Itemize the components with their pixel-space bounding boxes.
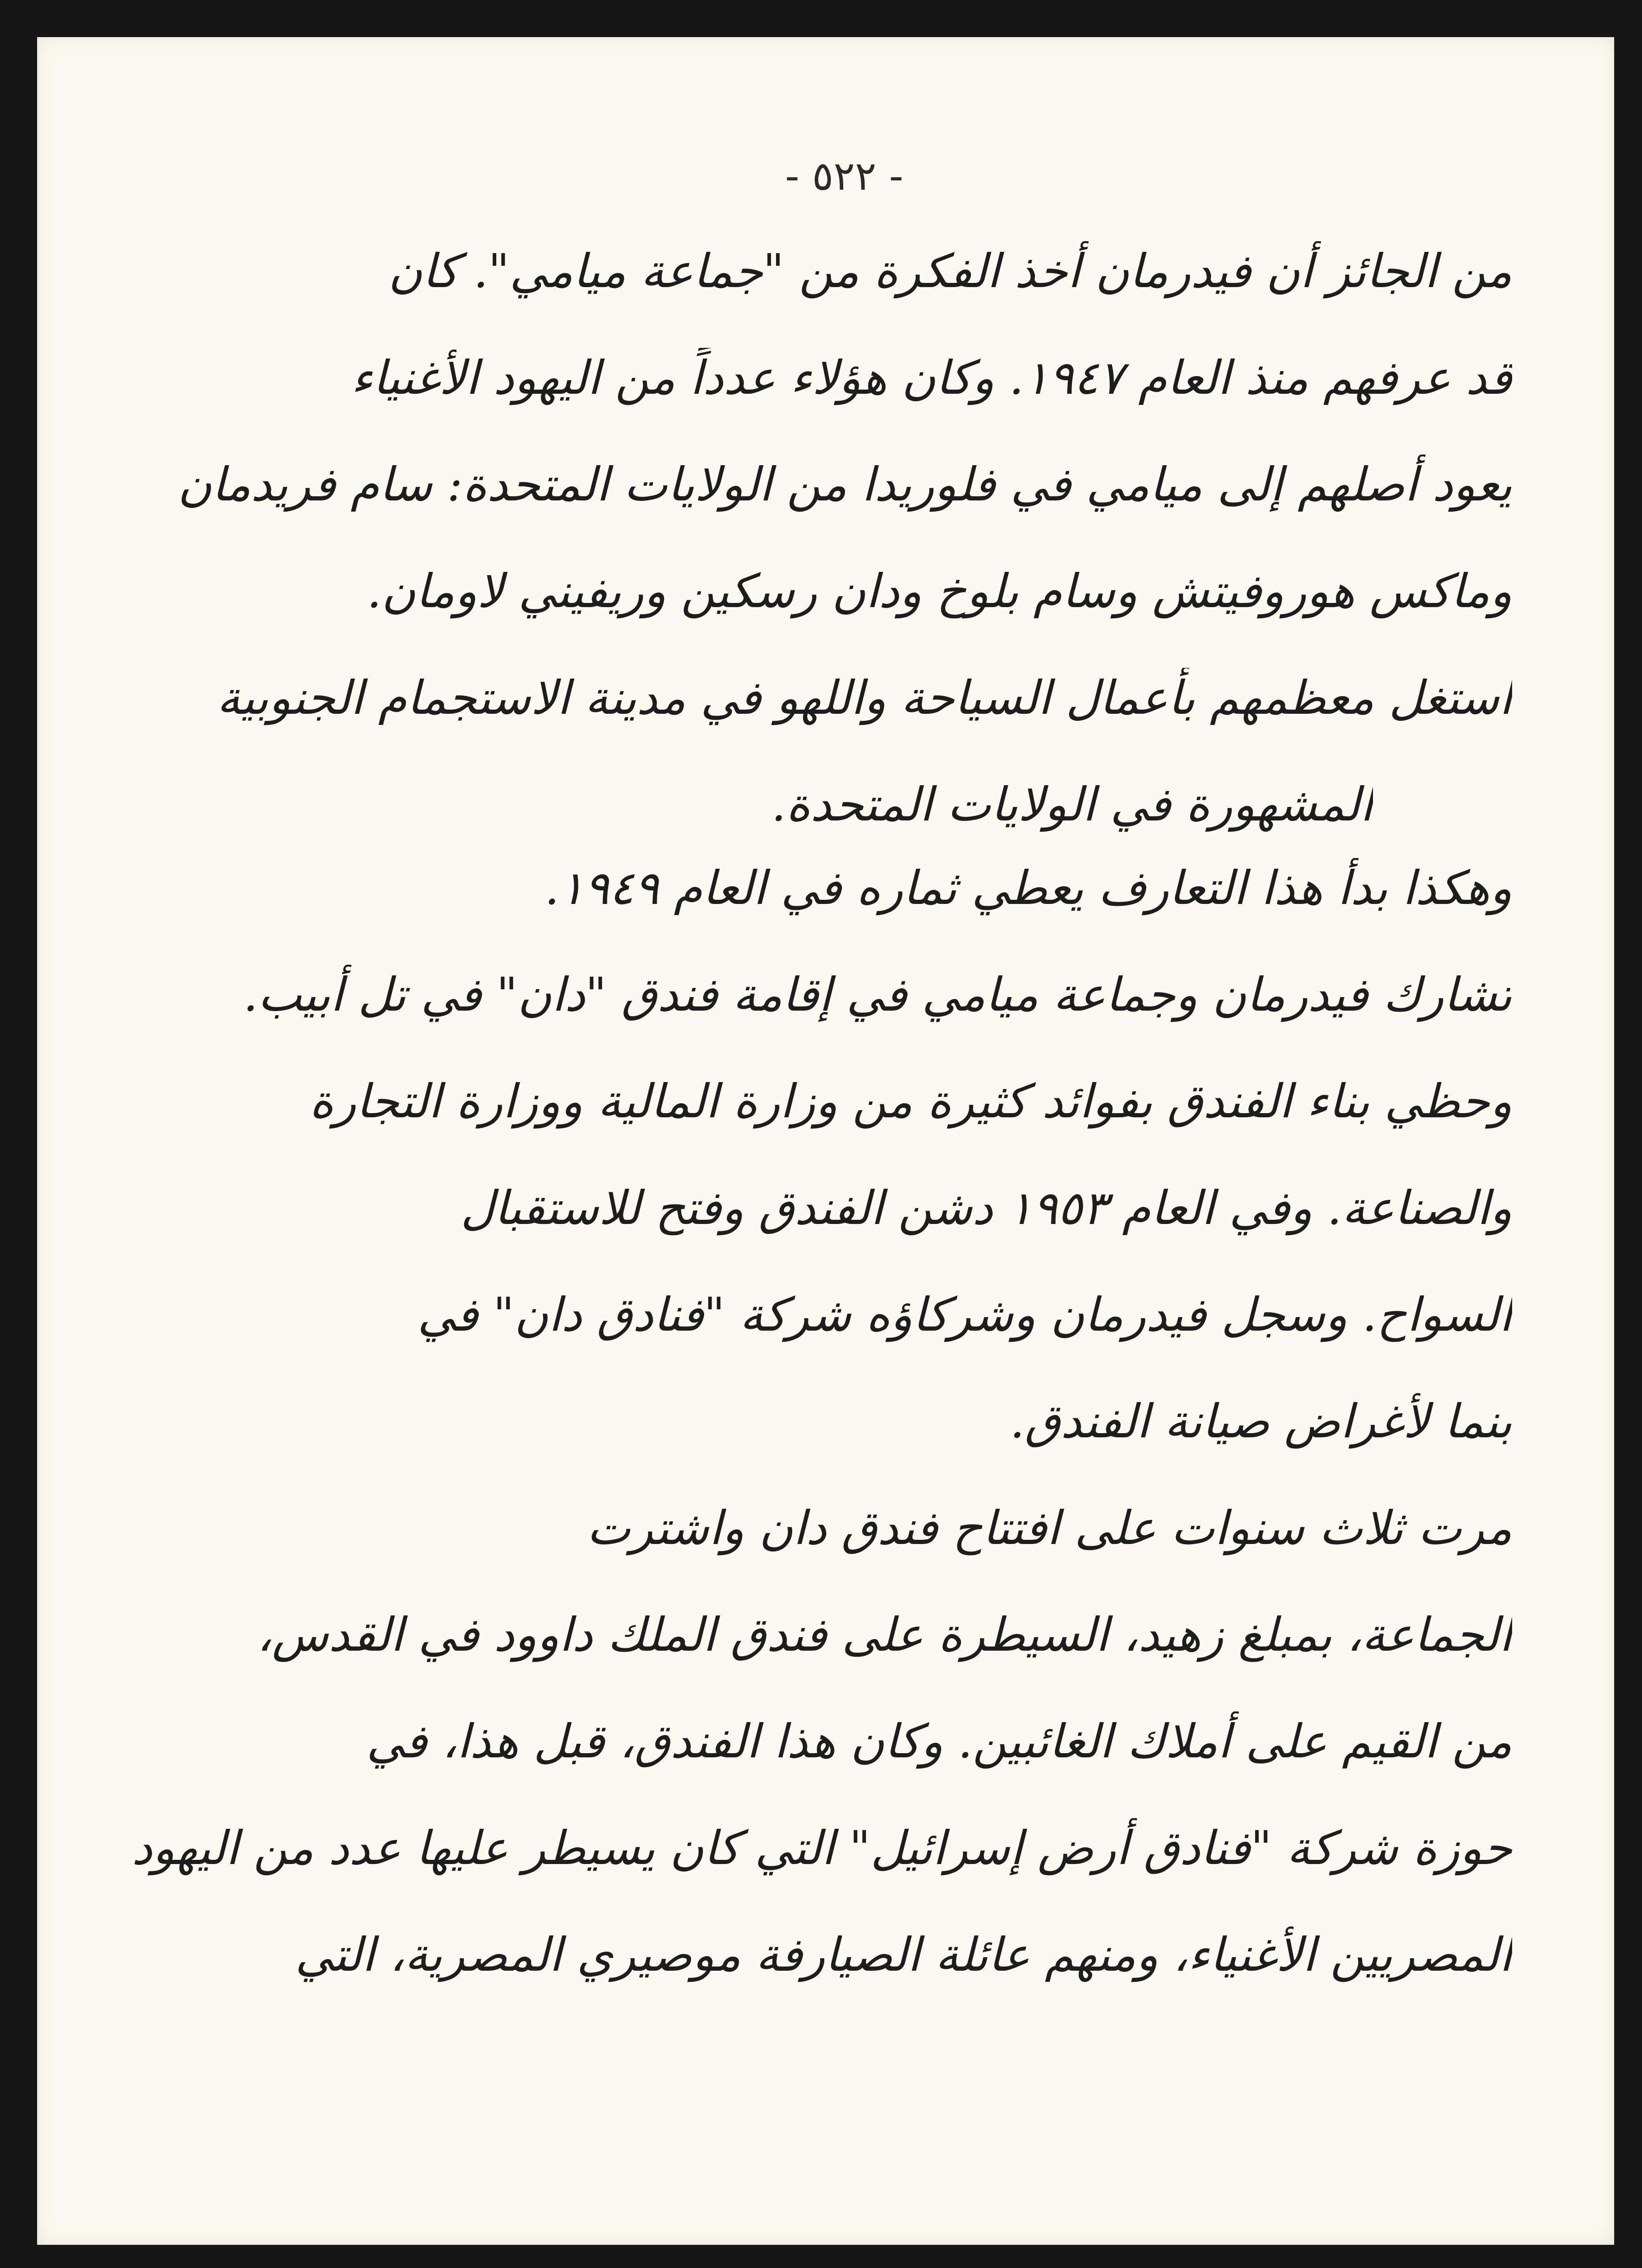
text-line: من القيم على أملاك الغائبين. وكان هذا الفندق، قبل هذا، في — [366, 1714, 1512, 1768]
text-line: تشارك فيدرمان وجماعة ميامي في إقامة فندق "دان" في تل أبيب. — [243, 967, 1512, 1022]
text-line: مرت ثلاث سنوات على افتتاح فندق دان واشترت — [587, 1501, 1512, 1555]
text-line: بنما لأغراض صيانة الفندق. — [1010, 1394, 1512, 1448]
text-line: السواح. وسجل فيدرمان وشركاؤه شركة "فنادق دان" في — [417, 1288, 1512, 1342]
text-line: قد عرفهم منذ العام ١٩٤٧. وكان هؤلاء عدداً من اليهود الأغنياء — [351, 351, 1512, 405]
page-number: - ٥٢٢ - — [785, 153, 904, 199]
text-line: من الجائز أن فيدرمان أخذ الفكرة من "جماعة ميامي". كان — [388, 244, 1512, 298]
handwritten-text-body — [130, 241, 1512, 1982]
handwritten-page — [37, 37, 1614, 2245]
text-line: الجماعة، بمبلغ زهيد، السيطرة على فندق الملك داوود في القدس، — [257, 1608, 1512, 1662]
text-line: حوزة شركة "فنادق أرض إسرائيل" التي كان يسيطر عليها عدد من اليهود — [131, 1821, 1512, 1875]
text-line: استغل معظمهم بأعمال السياحة واللهو في مدينة الاستجمام الجنوبية — [217, 671, 1512, 725]
text-line: المصريين الأغنياء، ومنهم عائلة الصيارفة موصيري المصرية، التي — [295, 1928, 1512, 1982]
text-line: يعود أصلهم إلى ميامي في فلوريدا من الولايات المتحدة: سام فريدمان — [178, 457, 1512, 512]
text-line: وحظي بناء الفندق بفوائد كثيرة من وزارة المالية ووزارة التجارة — [309, 1074, 1512, 1128]
text-line: وهكذا بدأ هذا التعارف يعطي ثماره في العام ١٩٤٩. — [545, 861, 1512, 915]
text-line: المشهورة في الولايات المتحدة. — [771, 777, 1373, 832]
text-line: والصناعة. وفي العام ١٩٥٣ دشن الفندق وفتح للاستقبال — [461, 1181, 1512, 1235]
text-line: وماكس هوروفيتش وسام بلوخ ودان رسكين وريفيني لاومان. — [366, 564, 1512, 618]
